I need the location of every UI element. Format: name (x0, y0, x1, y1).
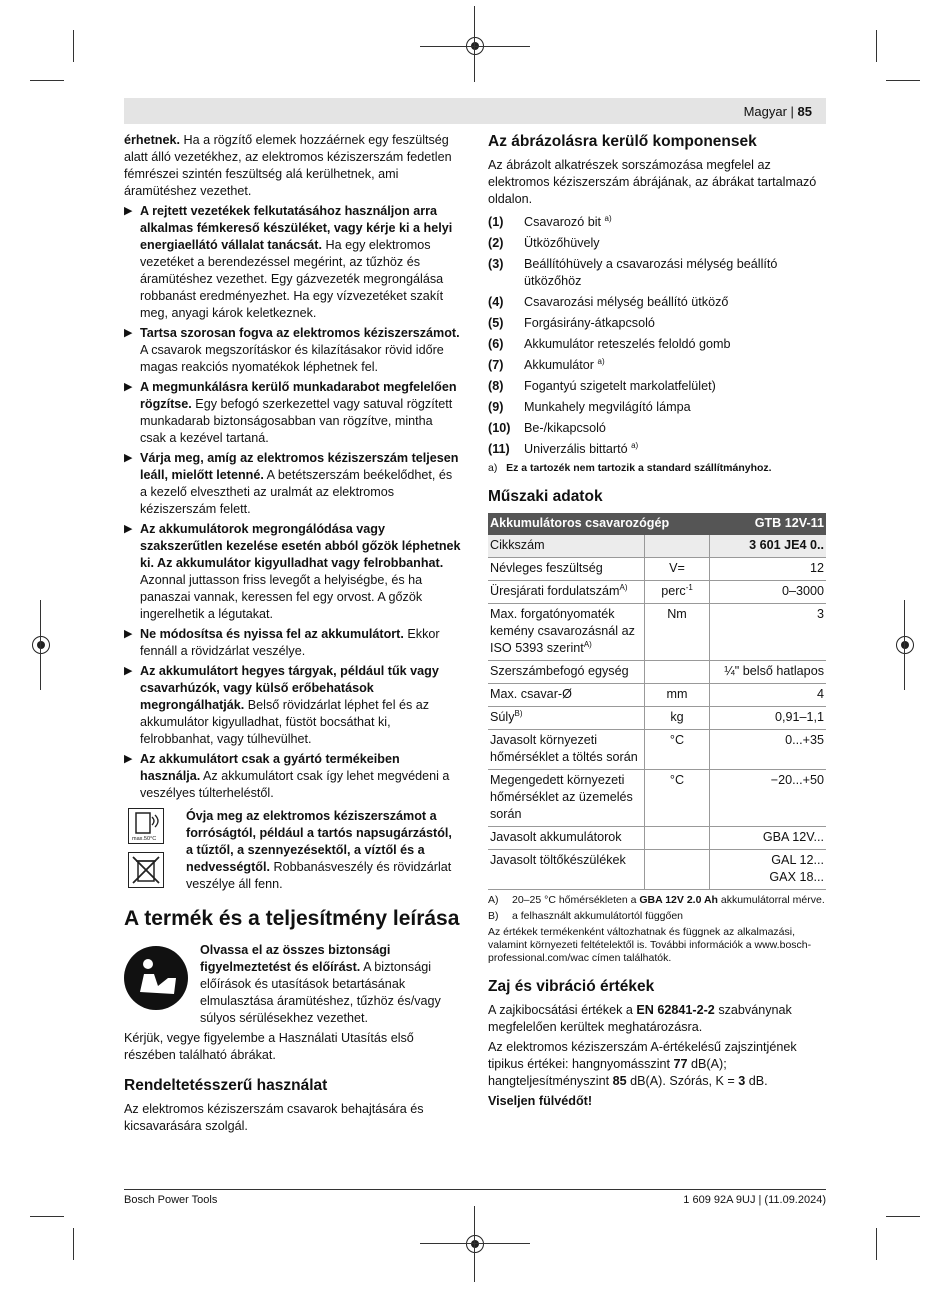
component-item (488, 420, 826, 437)
registration-mark-icon (896, 636, 914, 654)
footer-brand: Bosch Power Tools (124, 1194, 218, 1206)
arrow-icon: ▶ (124, 628, 133, 640)
table-header-label: Akkumulátoros csavarozógép (488, 513, 710, 535)
bullet-text: Ha egy elektromos vezetéket a berendezéssel megérint, az tűzhöz és áramütéshez vezethet. Egy gázvezeték megrongálása robbanást eredményezhet. Ha egy vízvezetéket szakít meg, anyagi károk keletkeznek. (140, 238, 444, 320)
read-bold: Olvassa el az összes biztonsági figyelmeztetést és előírást. (200, 943, 391, 974)
bullet-bold: A megmunkálásra kerülő munkadarabot megfelelően rögzítse. (140, 380, 457, 411)
row-unit-text: Nm (667, 607, 687, 621)
arrow-icon: ▶ (124, 205, 133, 217)
component-footnote-ref: a) (597, 356, 605, 366)
noise-text: szabványnak megfelelően kerültek meghatározásra. (488, 1003, 792, 1034)
safety-bullet (124, 203, 462, 322)
usage-text: Az elektromos kéziszerszám csavarok behajtására és kicsavarására szolgál. (124, 1102, 424, 1133)
table-header-value: GTB 12V-11 (710, 513, 827, 535)
row-unit-text: °C (669, 773, 685, 787)
row-unit-text: V= (669, 561, 685, 575)
row-unit (645, 770, 710, 827)
row-label-text: Max. csavar-Ø (490, 687, 572, 701)
row-unit-text: perc (661, 584, 686, 598)
row-label-text: Cikkszám (490, 538, 545, 552)
row-label-text: Max. forgatónyomaték kemény csavarozásnál az ISO 5393 szerint (490, 607, 635, 655)
row-value: 3 (710, 604, 827, 661)
noise-paragraph-2 (488, 1039, 826, 1090)
row-label-text: Súly (490, 710, 515, 724)
bullet-bold: Az akkumulátort csak a gyártó termékeiben használja. (140, 752, 400, 783)
noise-text: dB. (745, 1074, 768, 1088)
read-rest: A biztonsági előírások és utasítások betartásának elmulasztása áramütéshez, tűzhöz és/vagy súlyos sérülésekhez vezethet. (200, 960, 441, 1025)
table-note: Az értékek termékenként változhatnak és függnek az alkalmazási, valamint környezeti feltételektől is. További információk a www.bosch-professional.com/wac címen találhatók. (488, 926, 812, 964)
component-number: (4) (488, 295, 504, 309)
bullet-text: Az akkumulátort csak így lehet megvédeni a veszélyes túlterheléstől. (140, 769, 450, 800)
page-number: 85 (797, 104, 812, 119)
safety-bullet (124, 325, 462, 376)
component-label (524, 378, 716, 395)
noise-text: A zajkibocsátási értékek a (488, 1003, 637, 1017)
row-label (488, 684, 645, 707)
bullet-text: Azonnal juttasson friss levegőt a helyiségbe, és ha panaszai vannak, keressen fel egy orvost. A gőzök ingerelhetik a légutakat. (140, 573, 423, 621)
table-row (488, 770, 826, 827)
footnote-text: a felhasznált akkumulátortól függően (512, 910, 684, 922)
component-label (524, 235, 600, 252)
bullet-bold: Az akkumulátorok megrongálódása vagy szakszerűtlen kezelése esetén abból gőzök léphetnek ki. Az akkumulátor kigyulladhat vagy felrobbanhat. (140, 522, 461, 570)
table-footnote (488, 910, 826, 923)
registration-mark-icon (32, 636, 50, 654)
component-item (488, 315, 826, 332)
component-item (488, 214, 826, 231)
page-header (124, 98, 826, 124)
component-number: (10) (488, 421, 511, 435)
component-number: (1) (488, 215, 504, 229)
component-footnote-ref: a) (631, 440, 639, 450)
crop-mark (30, 1216, 64, 1217)
bullet-bold: Ne módosítsa és nyissa fel az akkumulátort. (140, 627, 404, 641)
component-label (524, 441, 638, 458)
no-disposal-icon (128, 852, 164, 888)
figures-note: Kérjük, vegye figyelembe a Használati Utasítás első részében található ábrákat. (124, 1031, 414, 1062)
crop-mark (474, 1206, 475, 1282)
row-label-text: Szerszámbefogó egység (490, 664, 629, 678)
safety-bullet (124, 626, 462, 660)
component-number: (7) (488, 358, 504, 372)
component-label-text: Akkumulátor (524, 358, 594, 372)
component-label (524, 214, 612, 231)
row-unit-text: mm (666, 687, 688, 701)
table-header-row (488, 513, 826, 535)
arrow-icon: ▶ (124, 327, 133, 339)
row-label-text: Üresjárati fordulatszám (490, 584, 620, 598)
read-manual-icon (124, 946, 188, 1010)
row-footnote-ref: B) (514, 708, 523, 718)
table-footnote (488, 894, 826, 907)
crop-mark (420, 46, 530, 47)
component-item (488, 235, 826, 252)
noise-value: 3 (738, 1074, 746, 1088)
footnote-text: 20–25 °C hőmérsékleten a (512, 894, 640, 906)
row-unit-text: °C (669, 733, 685, 747)
safety-bullet (124, 450, 462, 518)
component-label (524, 294, 728, 311)
row-value: 4 (710, 684, 827, 707)
tech-table (488, 513, 826, 890)
section-title: A termék és a teljesítmény leírása (124, 907, 460, 930)
component-label-text: Ütközőhüvely (524, 236, 600, 250)
row-label-text: Javasolt töltőkészülékek (490, 853, 626, 867)
row-unit (645, 684, 710, 707)
arrow-icon: ▶ (124, 753, 133, 765)
row-label-text: Javasolt akkumulátorok (490, 830, 622, 844)
arrow-icon: ▶ (124, 452, 133, 464)
row-value: GBA 12V... (710, 827, 827, 850)
table-row (488, 730, 826, 770)
noise-paragraph-1 (488, 1002, 826, 1036)
row-footnote-ref: A) (619, 582, 628, 592)
read-instructions (124, 942, 462, 1030)
component-number: (2) (488, 236, 504, 250)
component-number: (9) (488, 400, 504, 414)
bullet-bold: Az akkumulátort hegyes tárgyak, például tűk vagy csavarhúzók, vagy külső erőbehatások megrongálhatják. (140, 664, 439, 712)
components-title: Az ábrázolásra kerülő komponensek (488, 133, 757, 150)
noise-title: Zaj és vibráció értékek (488, 978, 655, 995)
table-row (488, 850, 826, 890)
noise-text: dB(A); hangteljesítményszint (488, 1057, 727, 1088)
row-unit (645, 661, 710, 684)
row-unit-exponent: -1 (685, 582, 693, 592)
heat-warning (124, 808, 462, 896)
footer-doc-id: 1 609 92A 9UJ | (11.09.2024) (683, 1194, 826, 1206)
components-list (488, 214, 826, 458)
component-label (524, 256, 826, 290)
table-row (488, 581, 826, 604)
row-label (488, 707, 645, 730)
row-label (488, 850, 645, 890)
component-label-text: Munkahely megvilágító lámpa (524, 400, 691, 414)
component-item (488, 357, 826, 374)
bullet-text: A csavarok megszorításkor és kilazításakor rövid időre magas reakciós nyomatékok léphetnek fel. (140, 343, 444, 374)
ear-protection-warning (488, 1093, 826, 1110)
table-footnotes (488, 894, 826, 923)
table-row (488, 535, 826, 558)
temperature-limit-icon (128, 808, 164, 844)
intro-bold: érhetnek. (124, 133, 180, 147)
footer-divider (124, 1189, 826, 1190)
component-item (488, 378, 826, 395)
row-unit (645, 730, 710, 770)
crop-mark (904, 600, 905, 690)
crop-mark (30, 80, 64, 81)
noise-text: dB(A). Szórás, K = (626, 1074, 739, 1088)
component-label (524, 315, 655, 332)
header-text: Magyar | 85 (743, 104, 812, 119)
table-row (488, 684, 826, 707)
bullet-text: A betétszerszám beékelődhet, és a kezelő elvesztheti az uralmát az elektromos kéziszerszám felett. (140, 468, 453, 516)
component-number: (5) (488, 316, 504, 330)
table-row (488, 661, 826, 684)
tech-title: Műszaki adatok (488, 488, 603, 505)
safety-bullet (124, 379, 462, 447)
crop-mark (876, 1228, 877, 1260)
row-value: 12 (710, 558, 827, 581)
components-intro: Az ábrázolt alkatrészek sorszámozása megfelel az elektromos kéziszerszám ábrájának, az ábrákat tartalmazó oldalon. (488, 158, 817, 206)
row-unit (645, 581, 710, 604)
component-label-text: Forgásirány-átkapcsoló (524, 316, 655, 330)
component-item (488, 399, 826, 416)
footnote-bold: GBA 12V 2.0 Ah (639, 894, 718, 906)
footnote-text: akkumulátorral mérve. (717, 894, 825, 906)
header-language: Magyar (743, 104, 787, 119)
row-value: 0–3000 (710, 581, 827, 604)
row-label (488, 770, 645, 827)
usage-title: Rendeltetésszerű használat (124, 1077, 328, 1094)
ear-protection-text: Viseljen fülvédőt! (488, 1094, 593, 1108)
crop-mark (474, 6, 475, 82)
component-number: (6) (488, 337, 504, 351)
crop-mark (73, 1228, 74, 1260)
safety-bullet (124, 663, 462, 748)
crop-mark (876, 30, 877, 62)
row-unit-text: kg (670, 710, 684, 724)
temperature-label: max.50°C (132, 836, 157, 842)
heat-warning-rest: Robbanásveszély és rövidzárlat veszélye áll fenn. (186, 860, 452, 891)
table-row (488, 707, 826, 730)
component-footnote-ref: a) (604, 213, 612, 223)
component-label-text: Csavarozási mélység beállító ütköző (524, 295, 729, 309)
component-label-text: Be-/kikapcsoló (524, 421, 606, 435)
component-label-text: Akkumulátor reteszelés feloldó gomb (524, 337, 731, 351)
bullet-bold: Várja meg, amíg az elektromos kéziszerszám teljesen leáll, mielőtt letenné. (140, 451, 459, 482)
row-label (488, 535, 645, 558)
component-item (488, 336, 826, 353)
intro-text: Ha a rögzítő elemek hozzáérnek egy feszültség alatt álló vezetékhez, az elektromos kéziszerszám fedetlen fémrészei szintén feszültség alá kerülhetnek, ami áramütéshez vezethet. (124, 133, 452, 198)
table-row (488, 558, 826, 581)
noise-standard: EN 62841-2-2 (636, 1003, 715, 1017)
footnote-text: Ez a tartozék nem tartozik a standard szállítmányhoz. (506, 462, 772, 474)
crop-mark (886, 1216, 920, 1217)
crop-mark (40, 600, 41, 690)
safety-bullet (124, 751, 462, 802)
left-column (124, 132, 462, 1138)
component-number: (8) (488, 379, 504, 393)
row-label (488, 558, 645, 581)
row-unit (645, 707, 710, 730)
component-number: (11) (488, 442, 510, 456)
bullet-bold: A rejtett vezetékek felkutatásához használjon arra alkalmas fémkereső készüléket, vagy kérje ki a helyi energiaellátó vállalat tanácsát. (140, 204, 453, 252)
component-label-text: Fogantyú szigetelt markolatfelület) (524, 379, 716, 393)
component-label (524, 357, 605, 374)
component-label-text: Csavarozó bit (524, 215, 601, 229)
row-label (488, 581, 645, 604)
component-item (488, 256, 826, 290)
safety-bullet (124, 521, 462, 623)
component-label (524, 399, 691, 416)
component-label-text: Beállítóhüvely a csavarozási mélység beállító ütközőhöz (524, 257, 778, 288)
footnote-mark: A) (488, 894, 499, 906)
crop-mark (73, 30, 74, 62)
row-label (488, 730, 645, 770)
right-column (488, 132, 826, 1113)
noise-value: 85 (612, 1074, 627, 1088)
table-row (488, 604, 826, 661)
read-text (200, 942, 462, 1027)
row-label (488, 827, 645, 850)
bullet-text: Ekkor fennáll a rövidzárlat veszélye. (140, 627, 440, 658)
arrow-icon: ▶ (124, 381, 133, 393)
row-unit (645, 604, 710, 661)
components-footnote (488, 462, 826, 475)
component-label (524, 420, 606, 437)
noise-text: Az elektromos kéziszerszám A-értékelésű zajszintjének tipikus értékei: hangnyomásszint (488, 1040, 797, 1071)
footnote-mark: a) (488, 462, 498, 474)
heat-warning-bold: Óvja meg az elektromos kéziszerszámot a forróságtól, például a tartós napsugárzástól, a tűztől, a szennyezésektől, a víztől és a nedvességtől. (186, 809, 452, 874)
row-value: GAL 12... GAX 18... (710, 850, 827, 890)
heat-warning-text (186, 808, 462, 893)
crop-mark (886, 80, 920, 81)
footnote-mark: B) (488, 910, 499, 922)
arrow-icon: ▶ (124, 523, 133, 535)
row-label (488, 604, 645, 661)
noise-value: 77 (673, 1057, 688, 1071)
row-label-text: Névleges feszültség (490, 561, 603, 575)
row-value: ¼" belső hatlapos (710, 661, 827, 684)
bullet-bold: Tartsa szorosan fogva az elektromos kéziszerszámot. (140, 326, 460, 340)
component-number: (3) (488, 257, 504, 271)
row-unit (645, 850, 710, 890)
row-value: 0,91–1,1 (710, 707, 827, 730)
row-label-text: Javasolt környezeti hőmérséklet a töltés során (490, 733, 638, 764)
crop-mark (420, 1243, 530, 1244)
row-value: 3 601 JE4 0.. (710, 535, 827, 558)
table-row (488, 827, 826, 850)
bullet-text: Belső rövidzárlat léphet fel és az akkumulátor kigyulladhat, füstöt bocsáthat ki, felrobbanhat, vagy túlhevülhet. (140, 698, 430, 746)
component-label (524, 336, 731, 353)
bullet-text: Egy befogó szerkezettel vagy satuval rögzített munkadarab biztonságosabban van rögzítve, mintha csak a kezével tartaná. (140, 397, 453, 445)
arrow-icon: ▶ (124, 665, 133, 677)
row-label-text: Megengedett környezeti hőmérséklet az üzemelés során (490, 773, 633, 821)
intro-paragraph (124, 132, 462, 200)
component-label-text: Univerzális bittartó (524, 442, 628, 456)
component-item (488, 441, 826, 458)
row-footnote-ref: A) (583, 639, 592, 649)
warning-icons (124, 808, 172, 896)
registration-mark-icon (466, 1235, 484, 1253)
row-unit (645, 558, 710, 581)
row-value: 0...+35 (710, 730, 827, 770)
row-unit (645, 535, 710, 558)
row-label (488, 661, 645, 684)
row-value: −20...+50 (710, 770, 827, 827)
row-unit (645, 827, 710, 850)
component-item (488, 294, 826, 311)
